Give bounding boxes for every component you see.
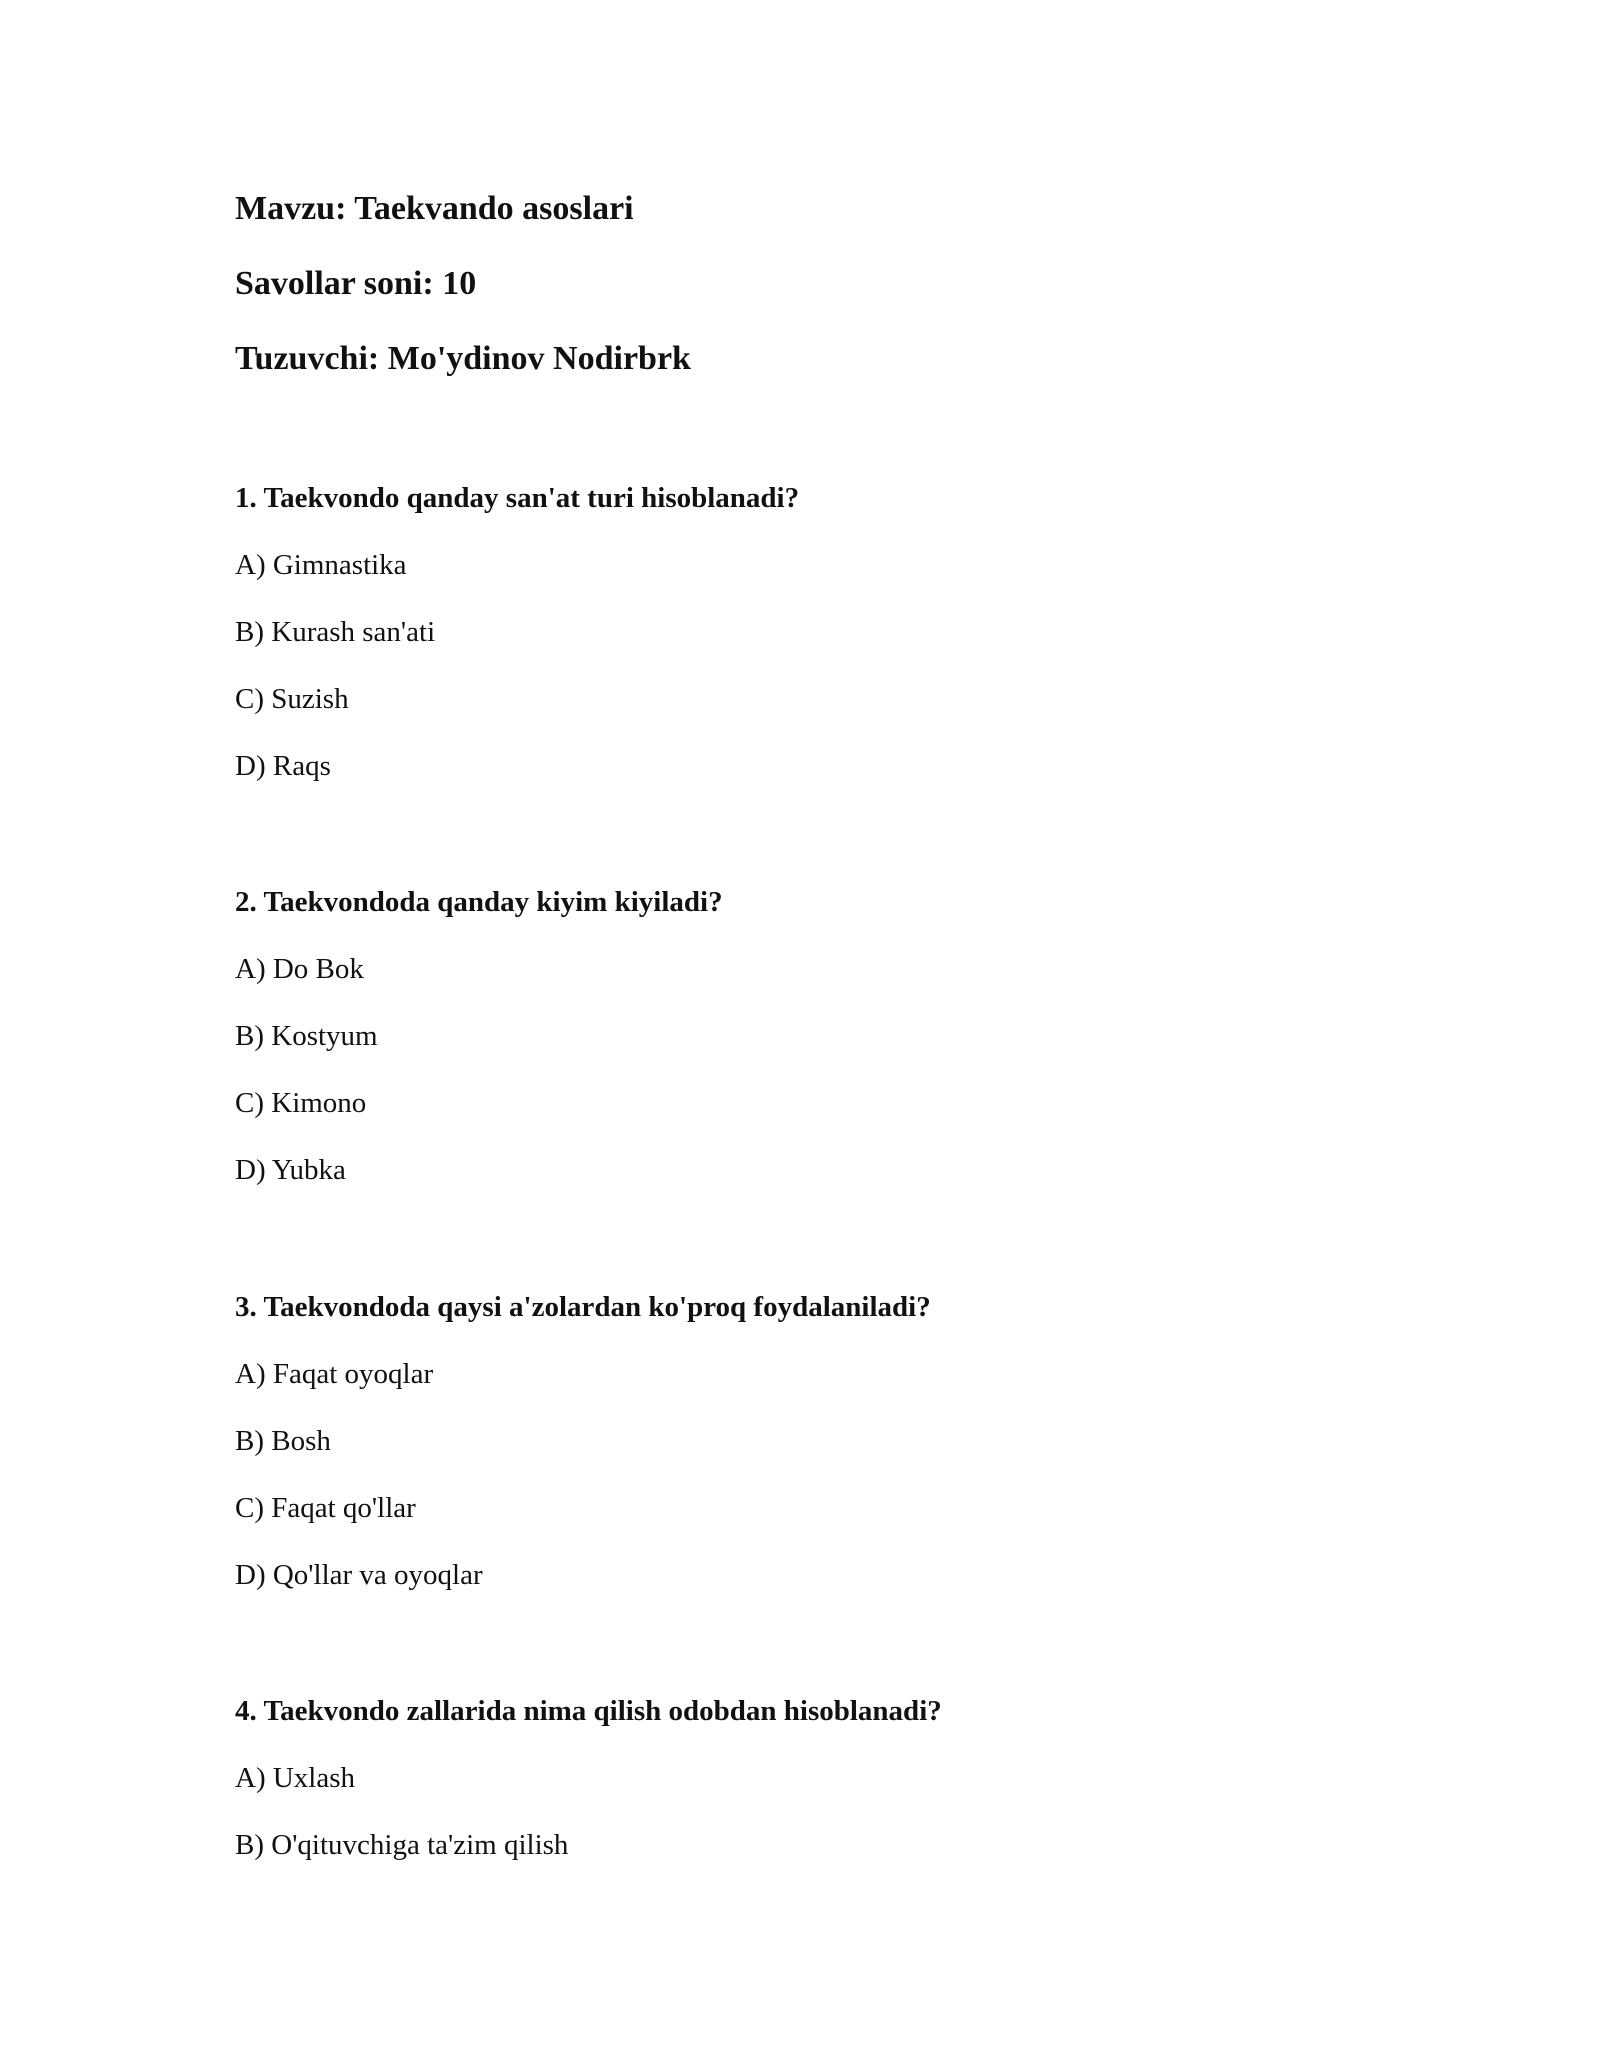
question-title: 4. Taekvondo zallarida nima qilish odobdan hisoblanadi? [235,1695,942,1727]
answer-option: A) Faqat oyoqlar [235,1358,434,1390]
answer-option: C) Kimono [235,1087,367,1119]
author-heading: Tuzuvchi: Mo'ydinov Nodirbrk [235,340,691,377]
answer-option: C) Suzish [235,683,349,715]
answer-option: A) Gimnastika [235,549,407,581]
answer-option: B) Bosh [235,1425,331,1457]
question-title: 3. Taekvondoda qaysi a'zolardan ko'proq foydalaniladi? [235,1291,931,1323]
answer-option: C) Faqat qo'llar [235,1492,416,1524]
answer-option: D) Yubka [235,1154,346,1186]
question-title: 1. Taekvondo qanday san'at turi hisoblanadi? [235,482,800,514]
answer-option: D) Qo'llar va oyoqlar [235,1559,483,1591]
answer-option: B) O'qituvchiga ta'zim qilish [235,1829,569,1861]
answer-option: B) Kurash san'ati [235,616,436,648]
answer-option: B) Kostyum [235,1020,378,1052]
answer-option: A) Uxlash [235,1762,356,1794]
answer-option: A) Do Bok [235,953,364,985]
answer-option: D) Raqs [235,750,331,782]
topic-heading: Mavzu: Taekvando asoslari [235,190,634,227]
question-title: 2. Taekvondoda qanday kiyim kiyiladi? [235,886,723,918]
question-count-heading: Savollar soni: 10 [235,265,477,302]
